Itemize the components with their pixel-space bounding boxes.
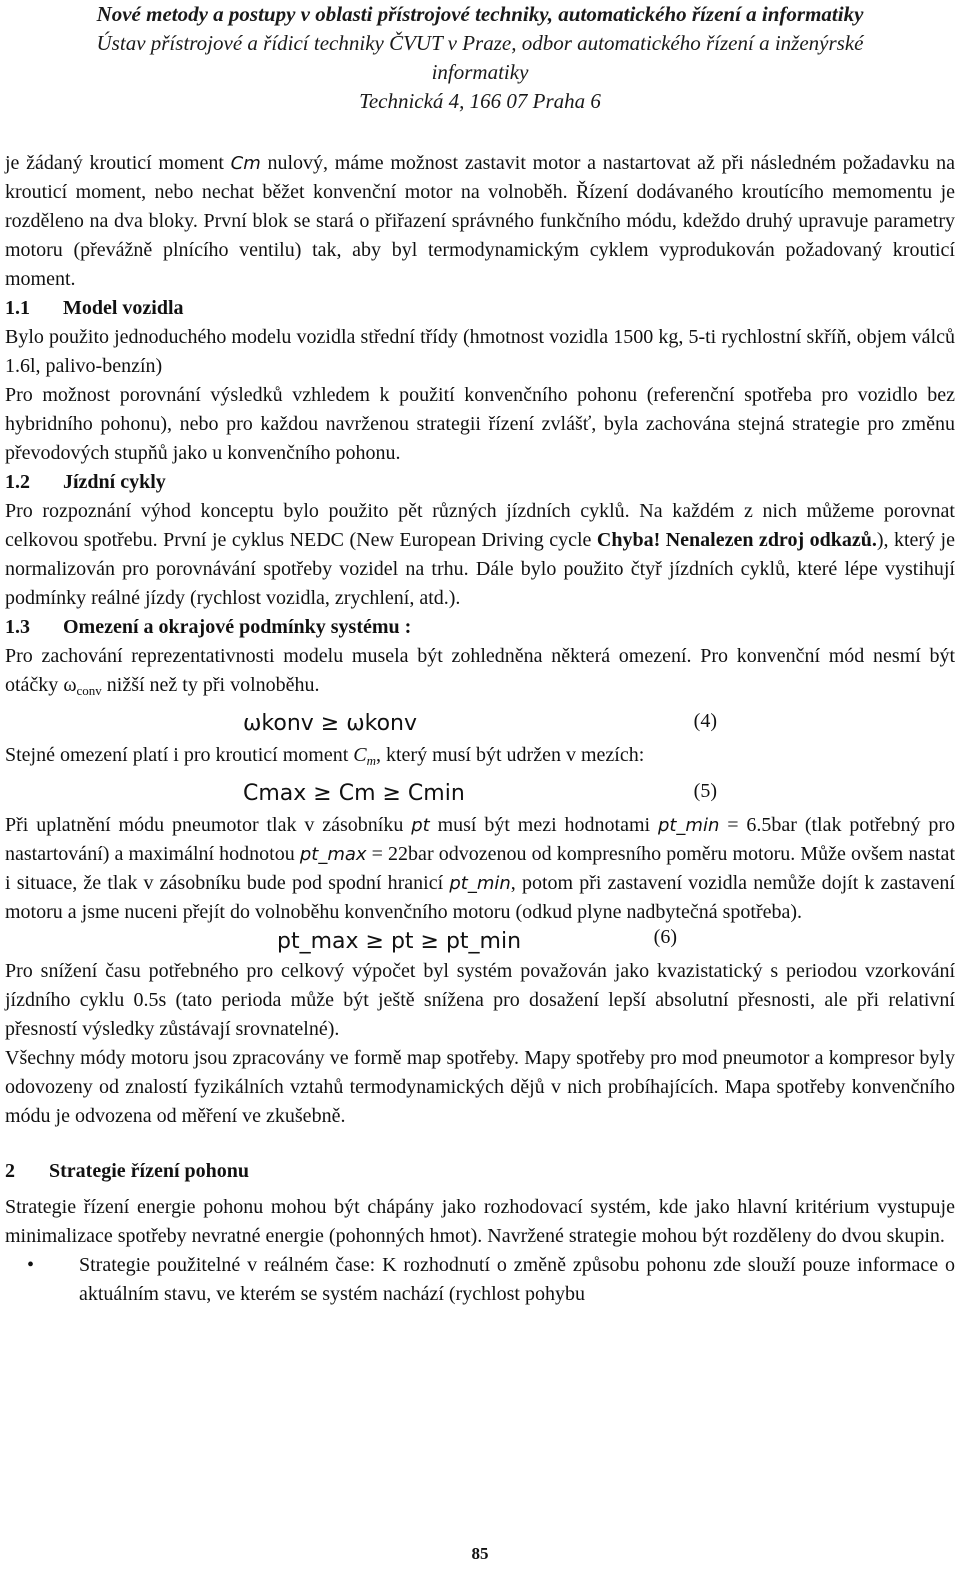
section-number: 2 — [5, 1160, 15, 1182]
section-title: Omezení a okrajové podmínky systému : — [63, 616, 412, 638]
pt-max-symbol: pt_max — [299, 844, 367, 865]
equation-formula: Cmax ≥ Cm ≥ Cmin — [243, 781, 465, 806]
section-title: Model vozidla — [63, 297, 184, 319]
paragraph: Bylo použito jednoduchého modelu vozidla střední třídy (hmotnost vozidla 1500 kg, 5-ti rychlostní skříň, objem válců 1.6l, palivo-benzín) — [5, 326, 955, 377]
intro-text-2: nulový, máme možnost zastavit motor a nastartovat až při následném požadavku na krouticí moment, nebo nechat běžet konvenční motor na volnoběh. Řízení dodávaného kroutícího memomentu je rozděleno na dva bloky. První blok se stará o přiřazení správného funkčního módu, kdeždo druhý upravuje parametry motoru (převážně plnícího ventilu) tak, aby byl termodynamickým cyklem vyprodukován požadovaný krouticí moment. — [5, 152, 955, 290]
section-heading-1-1 — [5, 294, 955, 323]
header-line-1: Nové metody a postupy v oblasti přístrojové techniky, automatického řízení a informatiky — [96, 2, 864, 26]
equation-6 — [5, 927, 955, 957]
section-title: Strategie řízení pohonu — [49, 1160, 249, 1182]
section-title: Jízdní cykly — [63, 471, 166, 493]
equation-5 — [5, 775, 955, 811]
equation-number: (5) — [693, 780, 717, 802]
section-number: 1.1 — [5, 297, 30, 319]
page-body — [5, 149, 955, 1309]
reference-error: Chyba! Nenalezen zdroj odkazů. — [596, 529, 877, 551]
header-line-2: Ústav přístrojové a řídicí techniky ČVUT v Praze, odbor automatického řízení a inženýrské — [96, 31, 864, 55]
paragraph: Všechny módy motoru jsou zpracovány ve formě map spotřeby. Mapy spotřeby pro mod pneumotor a kompresor byly odovozeny od znalostí fyzikálních vztahů termodynamických dějů v nich probíhajících. Mapa spotřeby konvenčního módu je odvozena od měření ve zkušebně. — [5, 1047, 955, 1127]
header-line-4: Technická 4, 166 07 Praha 6 — [359, 89, 601, 113]
paragraph: Stejné omezení platí i pro krouticí moment $C_m$, který musí být udržen v mezích: — [5, 744, 645, 768]
pt-min-symbol: pt_min — [449, 873, 511, 894]
paragraph: Pro zachování reprezentativnosti modelu musela být zohledněna některá omezení. Pro konvenční mód nesmí být otáčky $\omega_{conv}$ nižší než ty při volnoběhu. — [5, 645, 955, 698]
equation-number: (4) — [693, 710, 717, 732]
list-item: • Strategie použitelné v reálném čase: K rozhodnutí o změně způsobu pohonu zde slouží pouze informace o aktuálním stavu, ve kterém se systém nachází (rychlost pohybu — [79, 1251, 955, 1309]
paragraph: Strategie řízení energie pohonu mohou být chápány jako rozhodovací systém, kde jako hlavní kritérium vystupuje minimalizace spotřeby nevratné energie (pohonných hmot). Navržené strategie mohou být rozděleny do dvou skupin. — [5, 1196, 955, 1247]
section-heading-1-3 — [5, 613, 955, 642]
section-heading-1-2 — [5, 468, 955, 497]
pt-symbol: pt — [411, 815, 430, 836]
equation-formula: pt_max ≥ pt ≥ pt_min — [277, 929, 522, 954]
section-heading-2 — [5, 1157, 955, 1186]
paragraph: Pro rozpoznání výhod konceptu bylo použito pět různých jízdních cyklů. Na každém z nich můžeme porovnat celkovou spotřebu. První je cyklus NEDC (New European Driving cycle Chyba! Nenalezen zdroj odkazů.), který je normalizován pro porovnávání spotřeby vozidel na trhu. Dále bylo použito čtyř jízdních cyklů, které lépe vystihují podmínky reálné jízdy (rychlost vozidla, zrychlení, atd.). — [5, 500, 955, 609]
section-number: 1.3 — [5, 616, 30, 638]
equation-number: (6) — [653, 926, 677, 948]
section-number: 1.2 — [5, 471, 30, 493]
equation-formula: ωkonv ≥ ωkonv — [243, 711, 418, 736]
equation-4 — [5, 705, 955, 741]
intro-paragraph — [5, 149, 955, 294]
header-line-3: informatiky — [431, 60, 529, 84]
paragraph: Pro možnost porovnání výsledků vzhledem k použití konvenčního pohonu (referenční spotřeba pro vozidlo bez hybridního pohonu), nebo pro každou navrženou strategii řízení zvlášť, byla zachována stejná strategie pro změnu převodových stupňů jako u konvenčního pohonu. — [5, 384, 955, 464]
intro-text-1: je žádaný krouticí moment — [5, 152, 231, 174]
paragraph: Při uplatnění módu pneumotor tlak v zásobníku pt musí být mezi hodnotami pt_min = 6.5bar (tlak potřebný pro nastartování) a maximální hodnotou pt_max = 22bar odvozenou od kompresního poměru motoru. Může ovšem nastat i situace, že tlak v zásobníku bude pod spodní hranicí pt_min, potom při zastavení vozidla nemůže dojít k zastavení motoru a jsme nuceni přejít do volnoběhu konvenčního motoru (odkud plyne nadbytečná spotřeba). — [5, 814, 955, 923]
page-number: 85 — [471, 1544, 489, 1563]
paragraph: Pro snížení času potřebného pro celkový výpočet byl systém považován jako kvazistatický s periodou vzorkování jízdního cyklu 0.5s (tato perioda může být ještě snížena pro dosažení lepší absolutní přesnosti, ale při relativní přesností výsledky zůstávají srovnatelné). — [5, 960, 955, 1040]
cm-symbol: C — [353, 744, 367, 766]
page-header — [0, 0, 960, 116]
cm-symbol: Cm — [230, 153, 261, 174]
omega-symbol: ω — [63, 674, 77, 696]
bullet-list — [5, 1251, 955, 1309]
pt-min-symbol: pt_min — [657, 815, 720, 836]
